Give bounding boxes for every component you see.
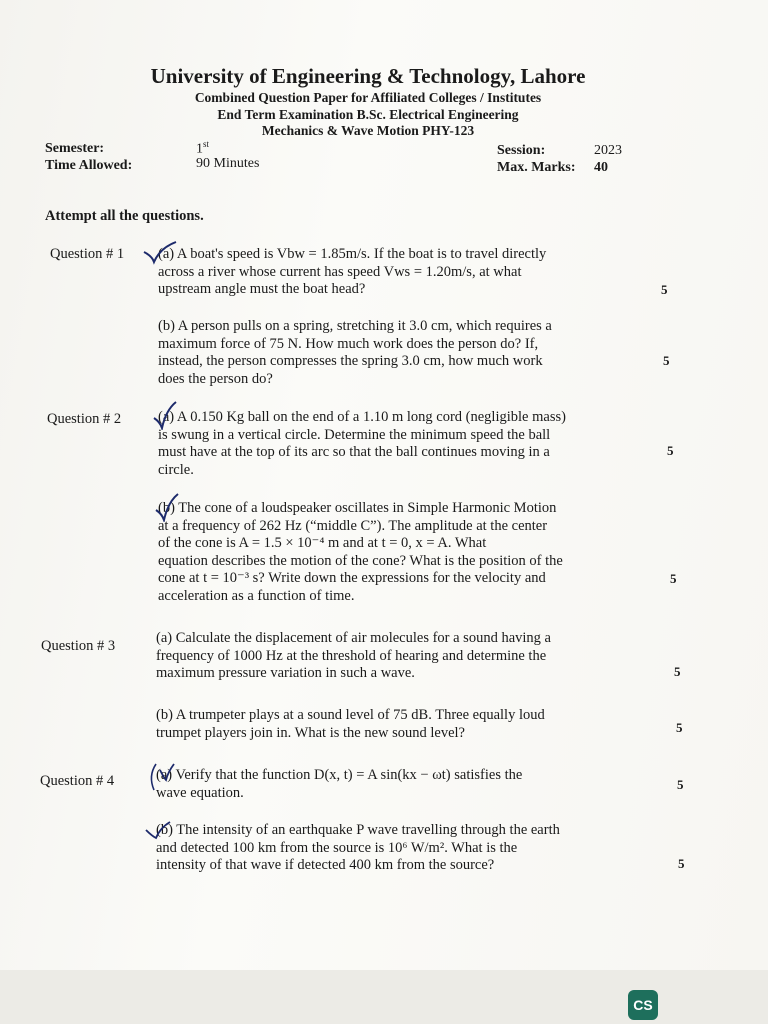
question-label: Question # 4: [40, 773, 115, 789]
question-part: [158, 500, 563, 605]
question-text-line: must have at the top of its arc so that the ball continues moving in a: [158, 444, 550, 460]
question-label: Question # 2: [47, 411, 122, 427]
question-part: [158, 409, 566, 479]
question-part: [156, 822, 560, 875]
question-text-line: acceleration as a function of time.: [158, 587, 355, 604]
question-text-line: (b) A person pulls on a spring, stretching it 3.0 cm, which requires a: [158, 318, 552, 334]
course-title: Mechanics & Wave Motion PHY-123: [261, 123, 475, 138]
semester-label: Semester:: [45, 141, 105, 156]
pen-tick-mark: [140, 238, 180, 268]
marks: 5: [678, 856, 685, 871]
question-text-line: is swung in a vertical circle. Determine the minimum speed the ball: [158, 426, 551, 443]
question-part: [156, 707, 545, 742]
question-text-line: maximum pressure variation in such a wave.: [156, 665, 415, 681]
question-part: [158, 318, 552, 388]
question-text-line: of the cone is A = 1.5 × 10⁻⁴ m and at t = 0, x = A. What: [158, 535, 487, 551]
marks: 5: [663, 353, 670, 368]
question-text-line: (b) A trumpeter plays at a sound level of 75 dB. Three equally loud: [156, 707, 545, 723]
session-value: 2023: [594, 143, 622, 158]
question-label: Question # 3: [41, 638, 116, 654]
question-text-line: wave equation.: [156, 784, 244, 801]
question-text-line: (b) The cone of a loudspeaker oscillates in Simple Harmonic Motion: [158, 500, 557, 516]
question-label: Question # 1: [50, 246, 125, 262]
question-text-line: (b) The intensity of an earthquake P wave travelling through the earth: [156, 822, 560, 838]
question-text-line: (a) A boat's speed is Vbw = 1.85m/s. If the boat is to travel directly: [158, 246, 547, 262]
marks-value: 40: [594, 160, 608, 175]
pen-tick-mark: [152, 492, 182, 522]
question-text-line: intensity of that wave if detected 400 km from the source?: [156, 857, 495, 873]
session-label: Session:: [497, 143, 546, 158]
question-text-line: at a frequency of 262 Hz (“middle C”). The amplitude at the center: [158, 517, 548, 534]
question-text-line: trumpet players join in. What is the new sound level?: [156, 724, 465, 741]
marks: 5: [670, 571, 677, 586]
question-text-line: maximum force of 75 N. How much work does the person do? If,: [158, 335, 539, 352]
question-text-line: frequency of 1000 Hz at the threshold of hearing and determine the: [156, 647, 547, 664]
pen-tick-mark: [144, 820, 174, 844]
question-part: [158, 246, 546, 299]
marks-label: Max. Marks:: [497, 160, 576, 175]
header-line-2: End Term Examination B.Sc. Electrical Engineering: [217, 107, 519, 122]
question-text-line: equation describes the motion of the cone? What is the position of the: [158, 552, 563, 569]
marks: 5: [674, 664, 681, 679]
question-text-line: circle.: [158, 461, 194, 478]
header-line-1: Combined Question Paper for Affiliated Colleges / Institutes: [194, 90, 542, 105]
pen-tick-mark: [150, 400, 180, 430]
question-text-line: does the person do?: [158, 370, 273, 387]
question-part: [156, 630, 551, 683]
question-text-line: upstream angle must the boat head?: [158, 281, 366, 297]
camscanner-logo: CS: [628, 990, 658, 1020]
university-title: University of Engineering & Technology, Lahore: [150, 64, 586, 88]
semester-value: 1st: [196, 139, 210, 157]
question-text-line: (a) Verify that the function D(x, t) = A sin(kx − ωt) satisfies the: [156, 767, 523, 783]
pen-bracket-mark: [146, 760, 176, 794]
marks: 5: [661, 282, 668, 297]
question-text-line: cone at t = 10⁻³ s? Write down the expressions for the velocity and: [158, 570, 546, 586]
time-value: 90 Minutes: [196, 156, 260, 171]
question-text-line: instead, the person compresses the spring 3.0 cm, how much work: [158, 353, 543, 369]
marks: 5: [676, 720, 683, 735]
instruction: Attempt all the questions.: [45, 208, 204, 224]
marks: 5: [667, 443, 674, 458]
question-part: [156, 767, 522, 802]
question-text-line: and detected 100 km from the source is 10⁶ W/m². What is the: [156, 839, 518, 856]
time-label: Time Allowed:: [45, 158, 133, 173]
question-text-line: across a river whose current has speed Vws = 1.20m/s, at what: [158, 263, 522, 280]
question-text-line: (a) Calculate the displacement of air molecules for a sound having a: [156, 630, 551, 646]
marks: 5: [677, 777, 684, 792]
question-text-line: (a) A 0.150 Kg ball on the end of a 1.10 m long cord (negligible mass): [158, 409, 566, 425]
